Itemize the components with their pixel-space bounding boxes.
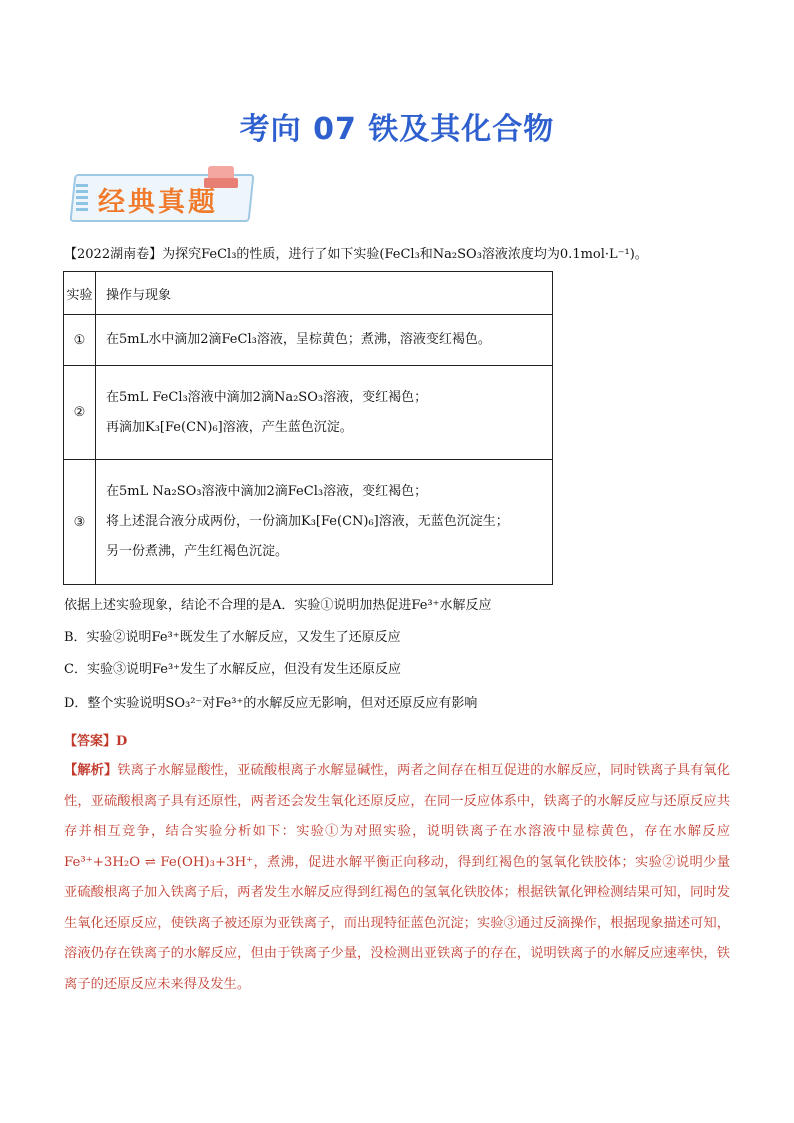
table-row — [64, 366, 553, 460]
experiment-table — [63, 271, 553, 585]
table-header-row — [64, 272, 553, 315]
answer-value: D — [116, 734, 128, 749]
row-content — [96, 460, 553, 585]
header-operation: 操作与现象 — [96, 272, 553, 315]
row-line: 将上述混合液分成两份，一份滴加K₃[Fe(CN)₆]溶液，无蓝色沉淀生； — [106, 514, 509, 529]
option-c: C．实验③说明Fe³⁺发生了水解反应，但没有发生还原反应 — [64, 662, 402, 677]
page-title: 考向 07 铁及其化合物 — [239, 112, 555, 147]
question-intro-text: 为探究FeCl₃的性质，进行了如下实验(FeCl₃和Na₂SO₃溶液浓度均为0.1mol·L⁻¹)。 — [162, 247, 648, 262]
header-experiment: 实验 — [64, 272, 96, 315]
badge-label: 经典真题 — [98, 187, 218, 218]
row-number: ③ — [64, 460, 96, 585]
option-b: B．实验②说明Fe³⁺既发生了水解反应，又发生了还原反应 — [64, 630, 401, 645]
row-number: ② — [64, 366, 96, 460]
row-content — [96, 366, 553, 460]
row-number: ① — [64, 315, 96, 366]
badge-stripes — [76, 184, 88, 212]
option-a: A．实验①说明加热促进Fe³⁺水解反应 — [272, 598, 492, 613]
row-line: 在5mL FeCl₃溶液中滴加2滴Na₂SO₃溶液，变红褐色； — [106, 389, 428, 405]
question-stem-line — [64, 594, 491, 613]
row-line: 再滴加K₃[Fe(CN)₆]溶液，产生蓝色沉淀。 — [106, 419, 353, 435]
option-d: D．整个实验说明SO₃²⁻对Fe³⁺的水解反应无影响，但对还原反应有影响 — [64, 696, 478, 711]
row-line: 在5mL Na₂SO₃溶液中滴加2滴FeCl₃溶液，变红褐色； — [106, 484, 428, 499]
answer-label: 【答案】 — [64, 734, 117, 749]
question-intro — [64, 244, 744, 266]
analysis-label: 【解析】 — [64, 763, 118, 778]
table-row — [64, 460, 553, 585]
row-line: 另一份煮沸，产生红褐色沉淀。 — [106, 544, 289, 559]
analysis-block — [64, 756, 730, 1000]
question-stem: 依据上述实验现象，结论不合理的是 — [64, 598, 273, 613]
row-line: 在5mL水中滴加2滴FeCl₃溶液，呈棕黄色；煮沸，溶液变红褐色。 — [106, 332, 491, 347]
question-source: 【2022湖南卷】 — [64, 247, 163, 262]
table-row — [64, 315, 553, 366]
section-badge — [72, 166, 248, 222]
answer-block — [64, 730, 127, 749]
analysis-text: 铁离子水解显酸性，亚硫酸根离子水解显碱性，两者之间存在相互促进的水解反应，同时铁离子具有氧化性，亚硫酸根离子具有还原性，两者还会发生氧化还原反应，在同一反应体系中，铁离子的水解反应与还原反应共存并相互竞争，结合实验分析如下：实验①为对照实验，说明铁离子在水溶液中显棕黄色，存在水解反应Fe³⁺+3H₂O ⇌ Fe(OH)₃+3H⁺，煮沸，促进水解平衡正向移动，得到红褐色的氢氧化铁胶体；实验②说明少量亚硫酸根离子加入铁离子后，两者发生水解反应得到红褐色的氢氧化铁胶体；根据铁氰化钾检测结果可知，同时发生氧化还原反应，使铁离子被还原为亚铁离子，而出现特征蓝色沉淀；实验③通过反滴操作，根据现象描述可知，溶液仍存在铁离子的水解反应，但由于铁离子少量，没检测出亚铁离子的存在，说明铁离子的水解反应速率快，铁离子的还原反应未来得及发生。 — [64, 763, 731, 992]
row-content — [96, 315, 553, 366]
